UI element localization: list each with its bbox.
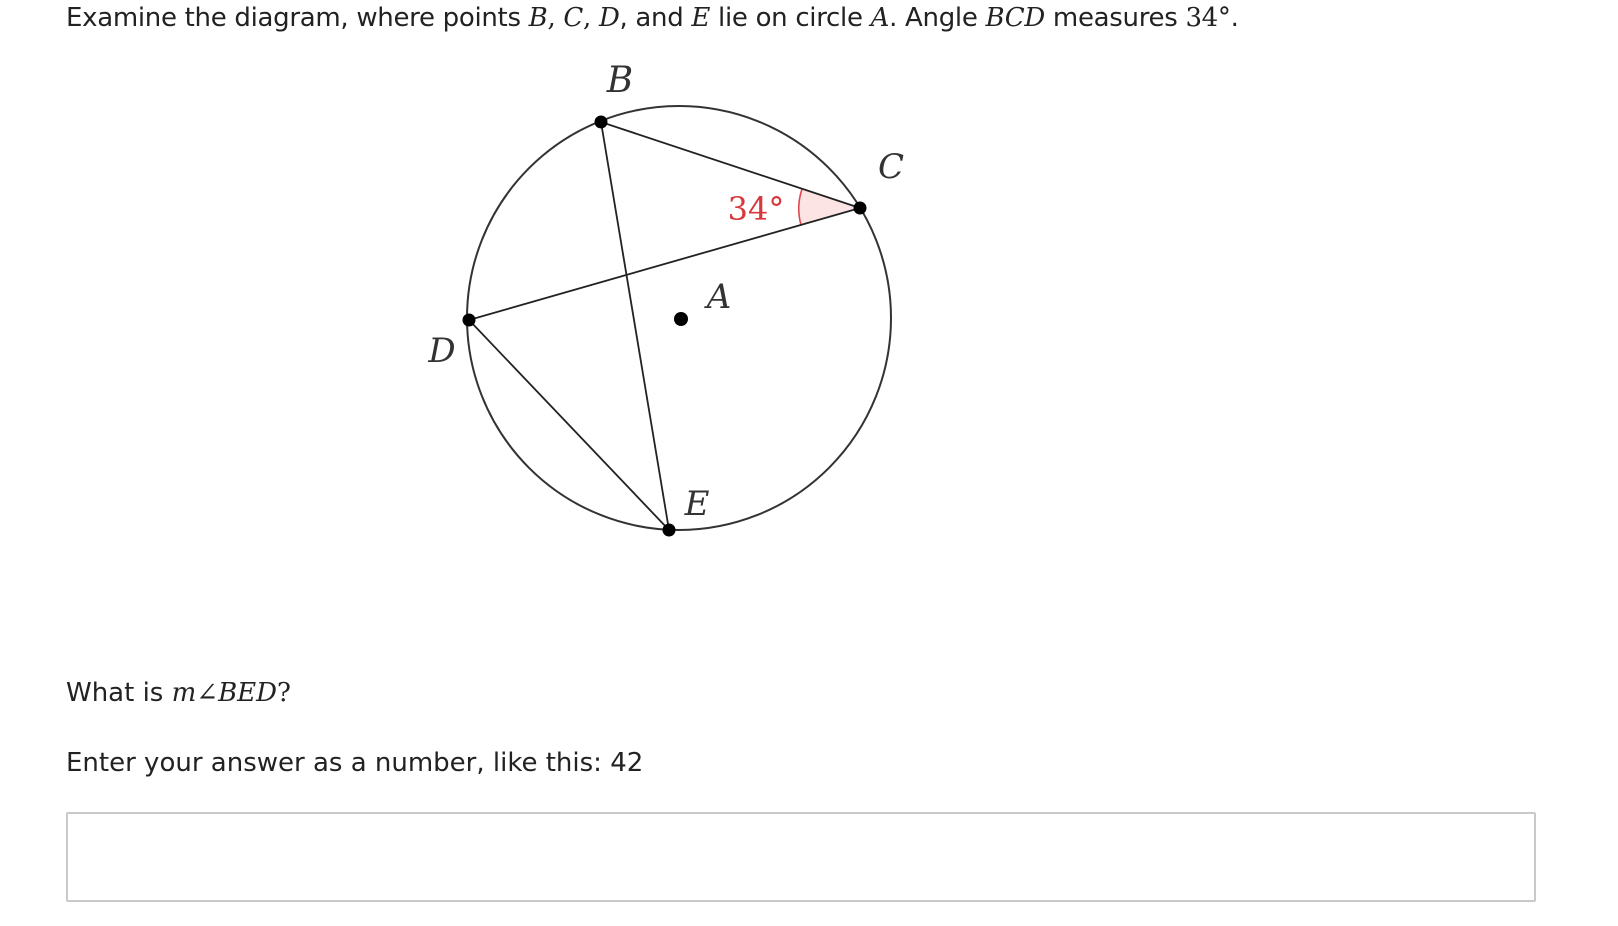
question-part: lie on circle xyxy=(710,3,871,33)
point-e xyxy=(663,524,676,537)
point-d xyxy=(463,314,476,327)
point-c-ref: C xyxy=(563,3,583,33)
angle-bcd-ref: BCD xyxy=(985,3,1045,33)
point-a xyxy=(674,312,688,326)
prompt-angle-bed: BED xyxy=(218,678,278,708)
question-separator: , xyxy=(583,3,599,33)
angle-measure: 34° xyxy=(1185,3,1231,33)
question-separator: , and xyxy=(619,3,692,33)
prompt-m: m xyxy=(171,678,197,708)
question-part: measures xyxy=(1044,3,1186,33)
point-c xyxy=(854,202,867,215)
label-d: D xyxy=(428,331,456,371)
question-part: Examine the diagram, where points xyxy=(66,3,529,33)
point-b xyxy=(595,116,608,129)
prompt-prefix: What is xyxy=(66,678,172,708)
label-b: B xyxy=(606,60,634,101)
label-e: E xyxy=(684,484,710,524)
question-separator: , xyxy=(547,3,564,33)
question-prompt xyxy=(66,675,291,711)
question-part: . Angle xyxy=(889,3,986,33)
angle-symbol: ∠ xyxy=(196,678,219,708)
label-c: C xyxy=(877,147,905,187)
point-b-ref: B xyxy=(528,3,548,33)
segment-dc xyxy=(469,208,860,320)
question-part: . xyxy=(1230,3,1239,33)
angle-label: 34° xyxy=(727,190,785,228)
answer-instruction: Enter your answer as a number, like this: 42 xyxy=(66,748,644,778)
circle-a-ref: A xyxy=(870,3,890,33)
answer-input[interactable] xyxy=(66,812,1536,902)
point-d-ref: D xyxy=(598,3,620,33)
label-a: A xyxy=(706,277,732,317)
point-e-ref: E xyxy=(691,3,711,33)
prompt-question-mark: ? xyxy=(277,678,291,708)
